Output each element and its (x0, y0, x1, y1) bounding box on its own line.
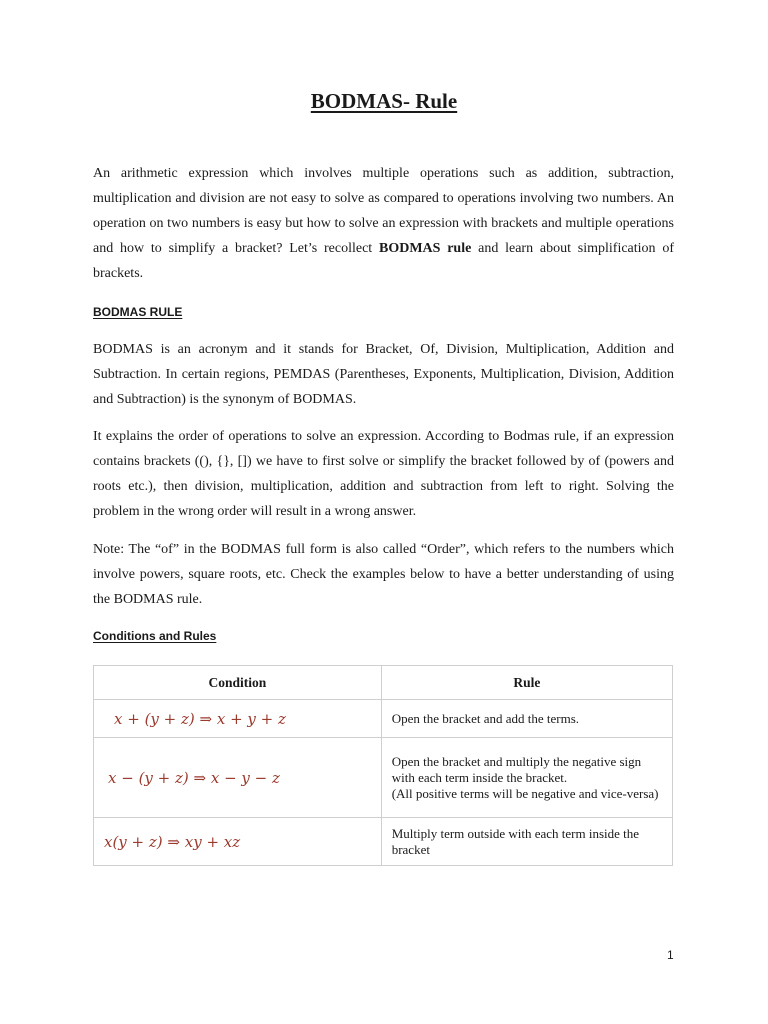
table-row (94, 738, 673, 818)
table-header-row (94, 666, 673, 700)
order-paragraph: It explains the order of operations to solve an expression. According to Bodmas rule, if an expression contains brackets ((), {}, []) we have to first solve or simplify the bracket followed by of (powers and roots etc.), then division, multiplication, addition and subtraction from left to right. Solving the problem in the wrong order will result in a wrong answer. (93, 429, 674, 519)
condition-expression: x(y + z) ⇒ xy + xz (94, 818, 382, 866)
header-rule: Rule (381, 666, 672, 700)
header-condition: Condition (94, 666, 382, 700)
condition-expression: x − (y + z) ⇒ x − y − z (94, 738, 382, 818)
intro-paragraph (93, 161, 674, 286)
intro-text-end: and learn about simplification of brackets. (93, 241, 674, 281)
condition-expression: x + (y + z) ⇒ x + y + z (94, 700, 382, 738)
rule-text: Multiply term outside with each term inside the bracket (381, 818, 672, 866)
rule-text: Open the bracket and multiply the negative sign with each term inside the bracket. (All positive terms will be negative and vice-versa) (381, 738, 672, 818)
page-title: BODMAS- Rule (310, 89, 458, 113)
intro-text: An arithmetic expression which involves multiple operations such as addition, subtraction, multiplication and division are not easy to solve as compared to operations involving two numbers. An operation on two numbers is easy but how to solve an expression with brackets and multiple operations and how to simplify a bracket? Let’s recollect (93, 166, 674, 256)
rule-text: Open the bracket and add the terms. (381, 700, 672, 738)
note-paragraph: Note: The “of” in the BODMAS full form is also called “Order”, which refers to the numbers which involve powers, square roots, etc. Check the examples below to have a better understanding of using the BODMAS rule. (93, 542, 674, 607)
page-number: 1 (667, 948, 674, 962)
conditions-table (93, 665, 673, 866)
table-row (94, 700, 673, 738)
acronym-paragraph: BODMAS is an acronym and it stands for Bracket, Of, Division, Multiplication, Addition and Subtraction. In certain regions, PEMDAS (Parentheses, Exponents, Multiplication, Division, Addition and Subtraction) is the synonym of BODMAS. (93, 342, 674, 407)
bodmas-rule-heading: BODMAS RULE (93, 305, 183, 319)
intro-bold-text: BODMAS rule (378, 241, 472, 256)
table-row (94, 818, 673, 866)
conditions-heading: Conditions and Rules (93, 629, 217, 643)
